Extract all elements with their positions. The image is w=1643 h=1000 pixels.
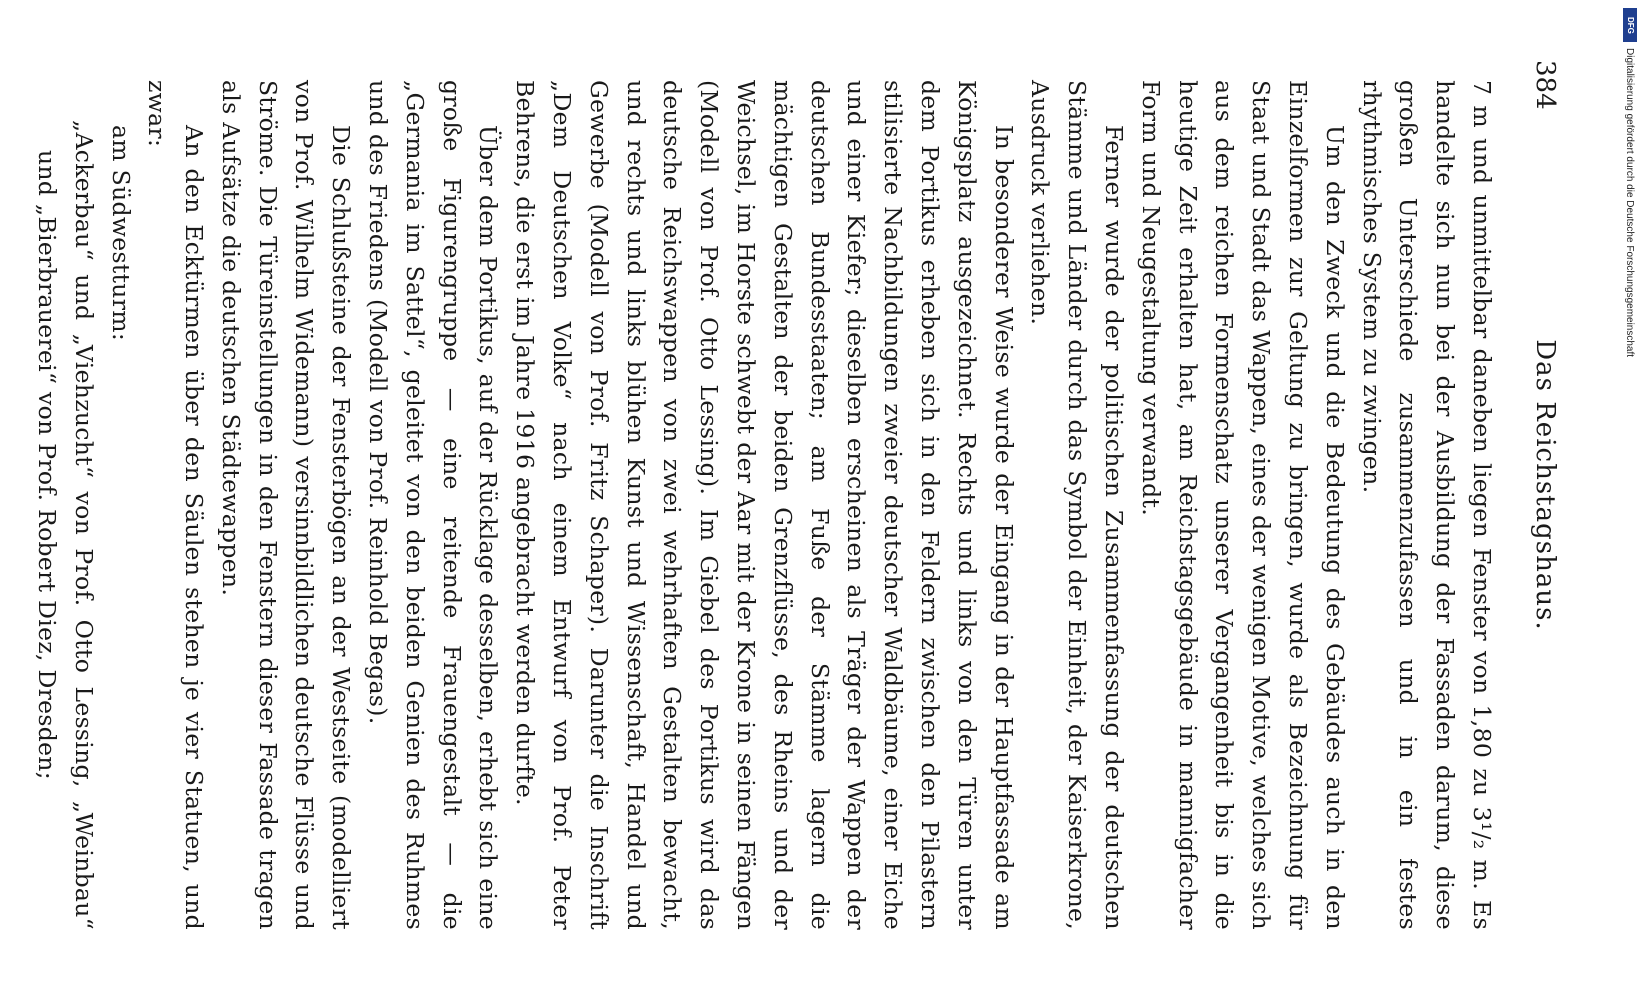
paragraph: Die Schlußsteine der Fensterbögen an der Westseite (modelliert von Prof. Wilhelm Widemann) versinnbildlichen deutsche Flüsse und Ströme. Die Türeinstellungen in den Fenstern dieser Fassade tragen als Aufsätze die deutschen Städtewappen. [216,80,356,930]
body-text [28,80,1500,930]
dfg-credit-sidebar [1623,8,1637,698]
statue-list-item: „Ackerbau“ und „Viehzucht“ von Prof. Otto Lessing, „Weinbau“ und „Bierbrauerei“ von Prof. Robert Diez, Dresden; [32,120,98,930]
paragraph: Um den Zweck und die Bedeutung des Gebäudes auch in den Einzelformen zur Geltung zu bringen, wurde als Bezeichnung für Staat und Stadt das Wappen, eines der wenigen Motive, welches sich aus dem reichen Formenschatz unserer Vergangenheit bis in die heutige Zeit erhalten hat, am Reichstagsgebäude in mannigfacher Form und Neugestaltung verwandt. [1136,80,1349,930]
paragraph: In besonderer Weise wurde der Eingang in der Hauptfassade am Königsplatz ausgezeichnet. Rechts und links von den Türen unter dem Portikus erheben sich in den Feldern zwischen den Pilastern stilisierte Nachbildungen zweier deutscher Waldbäume, einer Eiche und einer Kiefer; dieselben erscheinen als Träger der Wappen der deutschen Bundesstaaten; am Fuße der Stämme lagern die mächtigen Gestalten der beiden Grenzflüsse, des Rheins und der Weichsel, im Horste schwebt der Aar mit der Krone in seinen Fängen (Modell von Prof. Otto Lessing). Im Giebel des Portikus wird das deutsche Reichswappen von zwei wehrhaften Gestalten bewacht, und rechts und links blühen Kunst und Wissenschaft, Handel und Gewerbe (Modell von Prof. Fritz Schaper). Darunter die Inschrift „Dem Deutschen Volke“ nach einem Entwurf von Prof. Peter Behrens, die erst im Jahre 1916 angebracht werden durfte. [511,80,1018,930]
paragraph: Ferner wurde der politischen Zusammenfassung der deutschen Stämme und Länder durch das Symbol der Einheit, der Kaiserkrone, Ausdruck verliehen. [1026,80,1129,930]
paragraph: am Südwestturm: [106,125,135,342]
paragraph: An den Ecktürmen über den Säulen stehen je vier Statuen, und zwar: [143,80,209,930]
page-header [1530,60,1560,910]
paragraph: 7 m und unmittelbar daneben liegen Fenster von 1,80 zu 3¹/₂ m. Es handelte sich nun bei der Ausbildung der Fassaden darum, diese großen Unterschiede zusammenzufassen und in ein festes rhythmisches System zu zwingen. [1357,80,1496,930]
paragraph: Über dem Portikus, auf der Rücklage desselben, erhebt sich eine große Figurengruppe — eine reitende Frauengestalt — die „Germania im Sattel“, geleitet von den beiden Genien des Ruhmes und des Friedens (Modell von Prof. Reinhold Begas). [364,80,503,930]
dfg-credit-text: Digitalisierung gefördert durch die Deutsche Forschungsgemeinschaft [1624,48,1635,358]
running-title: Das Reichstagshaus. [1530,339,1560,631]
page-number: 384 [1530,60,1560,110]
dfg-logo: DFG [1623,8,1637,42]
